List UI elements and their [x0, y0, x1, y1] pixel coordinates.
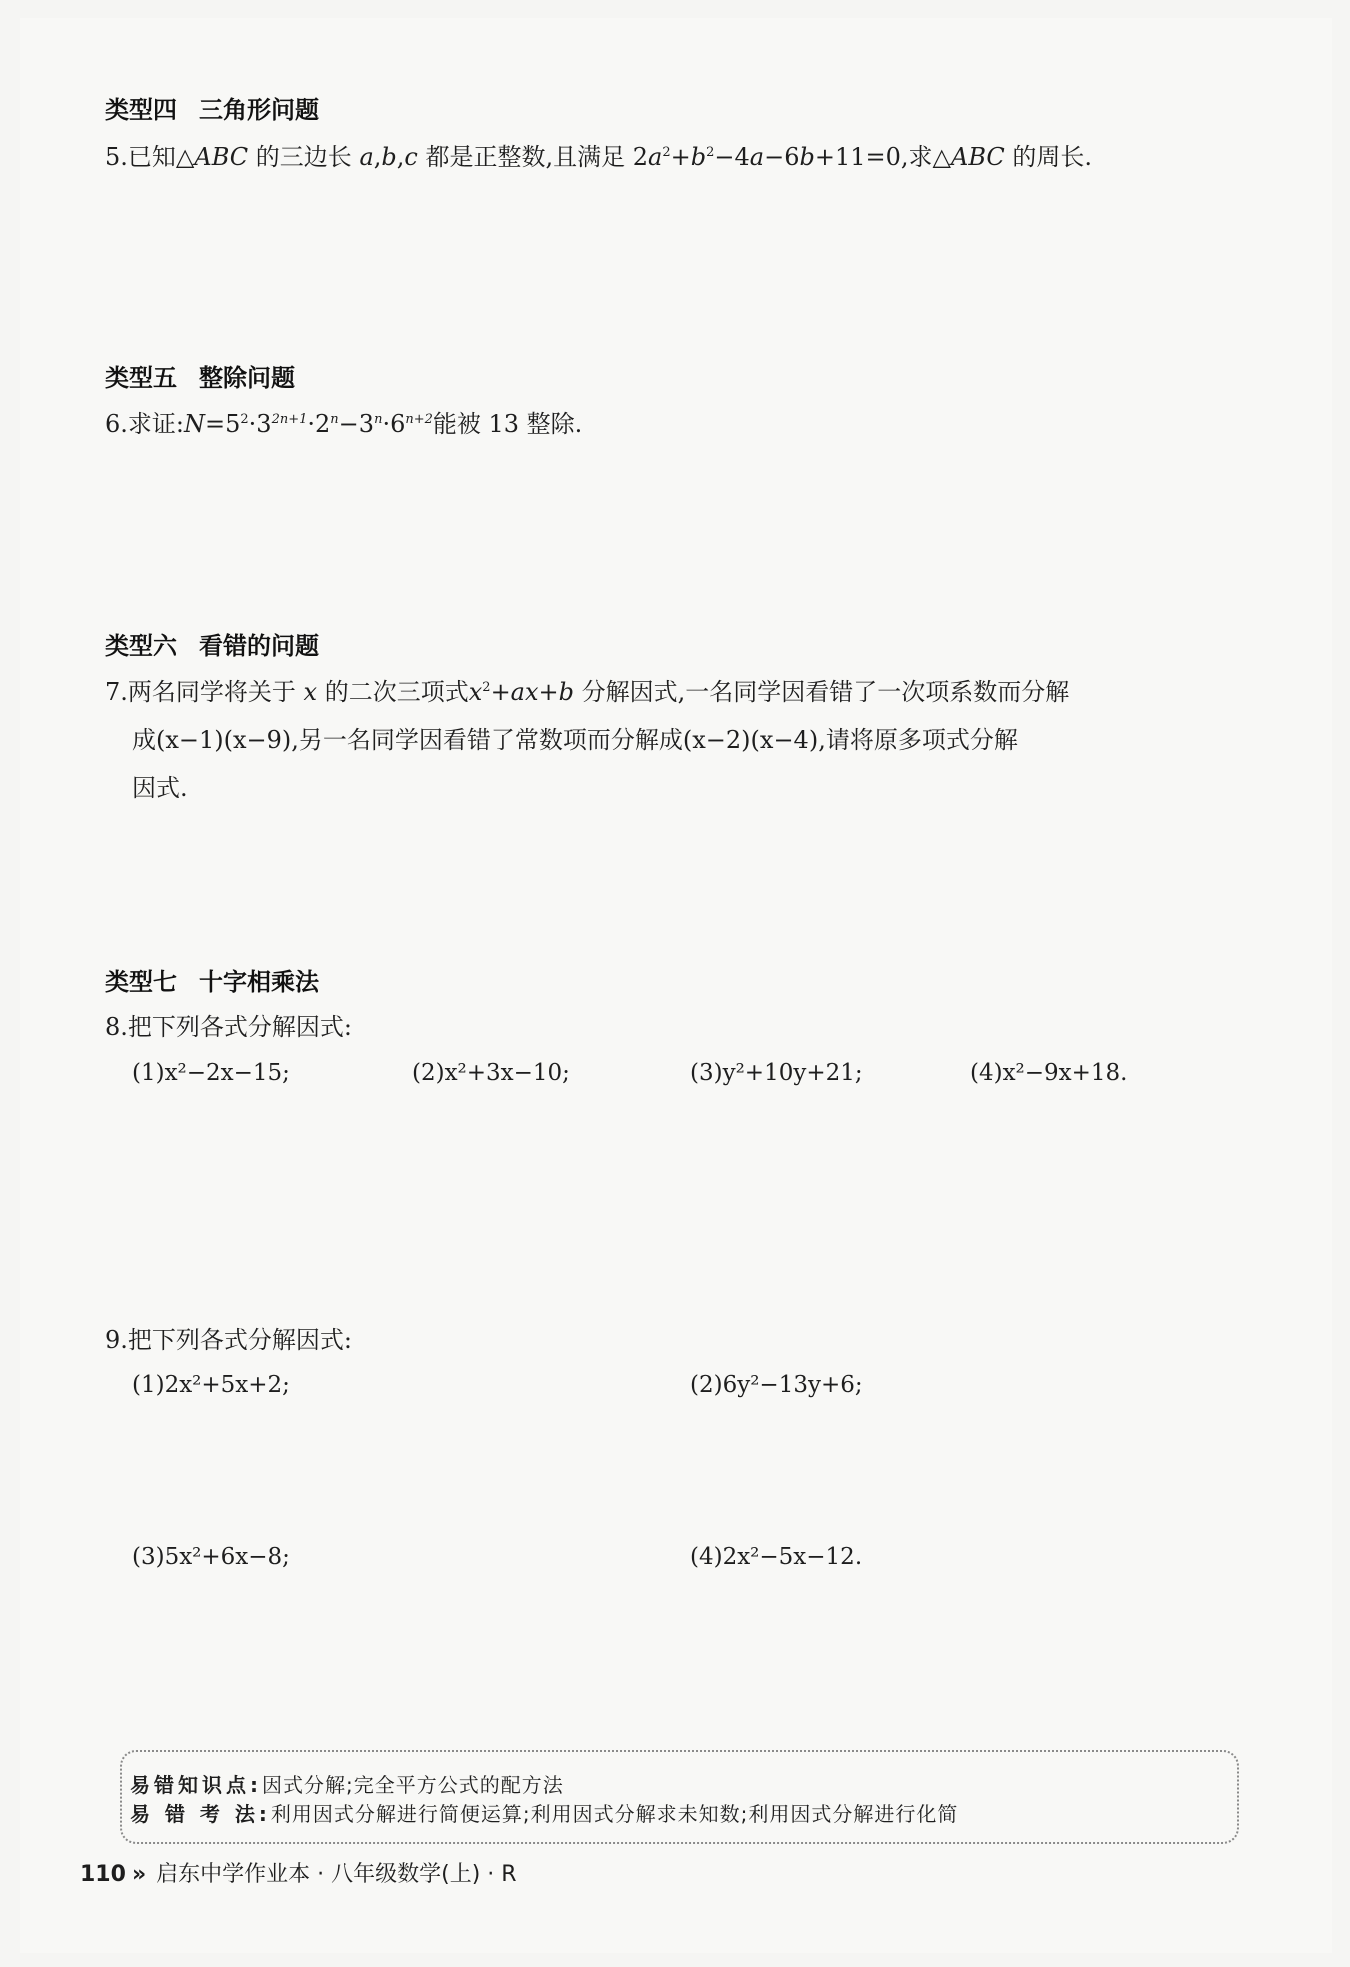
- q7-line-2: 成(x−1)(x−9),另一名同学因看错了常数项而分解成(x−2)(x−4),请将原多项式分解: [132, 726, 1018, 754]
- heading-type: 类型七: [105, 968, 177, 996]
- section-heading-5: [105, 358, 295, 393]
- q5-text: ,: [373, 143, 382, 171]
- heading-title: 整除问题: [199, 364, 295, 392]
- q5-text: 已知△: [127, 143, 195, 171]
- q8-part-1: (1)x²−2x−15;: [132, 1060, 290, 1086]
- heading-type: 类型六: [105, 632, 177, 660]
- heading-type: 类型四: [105, 96, 177, 124]
- q9-part-1: (1)2x²+5x+2;: [132, 1372, 290, 1398]
- q7-text: +: [538, 678, 559, 706]
- note-label: 易 错 考 法:: [130, 1802, 271, 1826]
- q7-line-3: 因式.: [132, 774, 188, 802]
- question-stem: 把下列各式分解因式:: [127, 1326, 352, 1354]
- q8-part-4: (4)x²−9x+18.: [970, 1060, 1128, 1086]
- q7-var: x: [303, 678, 318, 706]
- q8-part-3: (3)y²+10y+21;: [690, 1060, 863, 1086]
- q7-text: 两名同学将关于: [127, 678, 296, 706]
- book-title: 启东中学作业本 · 八年级数学(上) · R: [156, 1862, 517, 1887]
- note-text: 利用因式分解进行简便运算;利用因式分解求未知数;利用因式分解进行化简: [270, 1802, 959, 1826]
- q7-var: x: [468, 678, 483, 706]
- q5-text: −6: [764, 143, 800, 171]
- q5-text: ,: [396, 143, 405, 171]
- q5-var: a: [749, 143, 765, 171]
- q7-text: 分解因式,一名同学因看错了一次项系数而分解: [581, 678, 1070, 706]
- heading-type: 类型五: [105, 364, 177, 392]
- exponent: 2: [240, 412, 249, 427]
- question-8: [105, 1003, 352, 1051]
- exponent: 2: [662, 145, 671, 160]
- q6-text: −3: [338, 410, 375, 438]
- exponent: n: [374, 412, 383, 427]
- q5-var: b: [381, 143, 397, 171]
- q5-text: 都是正整数,且满足 2: [425, 143, 649, 171]
- section-heading-6: [105, 626, 319, 661]
- q5-var: a: [359, 143, 374, 171]
- q6-text: ·6: [382, 410, 406, 438]
- question-number: 5.: [105, 143, 128, 171]
- exponent: n: [330, 412, 339, 427]
- q7-var: ax: [510, 678, 539, 706]
- q7-line-1: [105, 668, 1069, 716]
- q8-part-2: (2)x²+3x−10;: [412, 1060, 570, 1086]
- question-7: [105, 668, 1069, 812]
- q5-var: ABC: [950, 143, 1005, 171]
- note-line-1: [130, 1769, 564, 1798]
- q5-var: c: [404, 143, 418, 171]
- note-label: 易错知识点:: [130, 1773, 262, 1797]
- q6-text: 求证:: [127, 410, 184, 438]
- exponent: 2n+1: [271, 412, 308, 427]
- page-number: 110: [80, 1862, 126, 1887]
- exponent: 2: [706, 145, 715, 160]
- note-text: 因式分解;完全平方公式的配方法: [262, 1773, 564, 1797]
- q5-text: 的三边长: [255, 143, 352, 171]
- heading-title: 三角形问题: [199, 96, 319, 124]
- q9-part-2: (2)6y²−13y+6;: [690, 1372, 863, 1398]
- q5-text: −4: [714, 143, 750, 171]
- q6-text: ·3: [248, 410, 272, 438]
- q5-var: a: [648, 143, 663, 171]
- heading-title: 十字相乘法: [199, 968, 319, 996]
- q5-text: 的周长.: [1012, 143, 1093, 171]
- q6-text: 能被 13 整除.: [432, 410, 583, 438]
- q6-text: ·2: [307, 410, 331, 438]
- question-number: 7.: [105, 678, 128, 706]
- note-line-2: [130, 1798, 958, 1827]
- q5-var: b: [690, 143, 707, 171]
- page-footer: [80, 1857, 517, 1888]
- question-6: [105, 400, 582, 448]
- double-chevron-icon: »: [131, 1862, 147, 1887]
- question-9: [105, 1316, 352, 1364]
- heading-title: 看错的问题: [199, 632, 319, 660]
- q5-text: +11=0,求△: [814, 143, 951, 171]
- section-heading-4: [105, 90, 319, 125]
- exponent: n+2: [405, 412, 433, 427]
- q7-text: 的二次三项式: [324, 678, 469, 706]
- question-stem: 把下列各式分解因式:: [127, 1013, 352, 1041]
- question-number: 8.: [105, 1013, 128, 1041]
- section-heading-7: [105, 962, 319, 997]
- q7-var: b: [558, 678, 574, 706]
- q6-var: N: [184, 410, 205, 438]
- q9-part-3: (3)5x²+6x−8;: [132, 1544, 290, 1570]
- question-5: [105, 133, 1092, 181]
- q6-text: =5: [205, 410, 241, 438]
- q5-var: b: [799, 143, 815, 171]
- question-number: 9.: [105, 1326, 128, 1354]
- q9-part-4: (4)2x²−5x−12.: [690, 1544, 863, 1570]
- exponent: 2: [482, 680, 491, 695]
- q5-text: +: [670, 143, 691, 171]
- q5-var: ABC: [194, 143, 249, 171]
- question-number: 6.: [105, 410, 128, 438]
- q7-text: +: [490, 678, 511, 706]
